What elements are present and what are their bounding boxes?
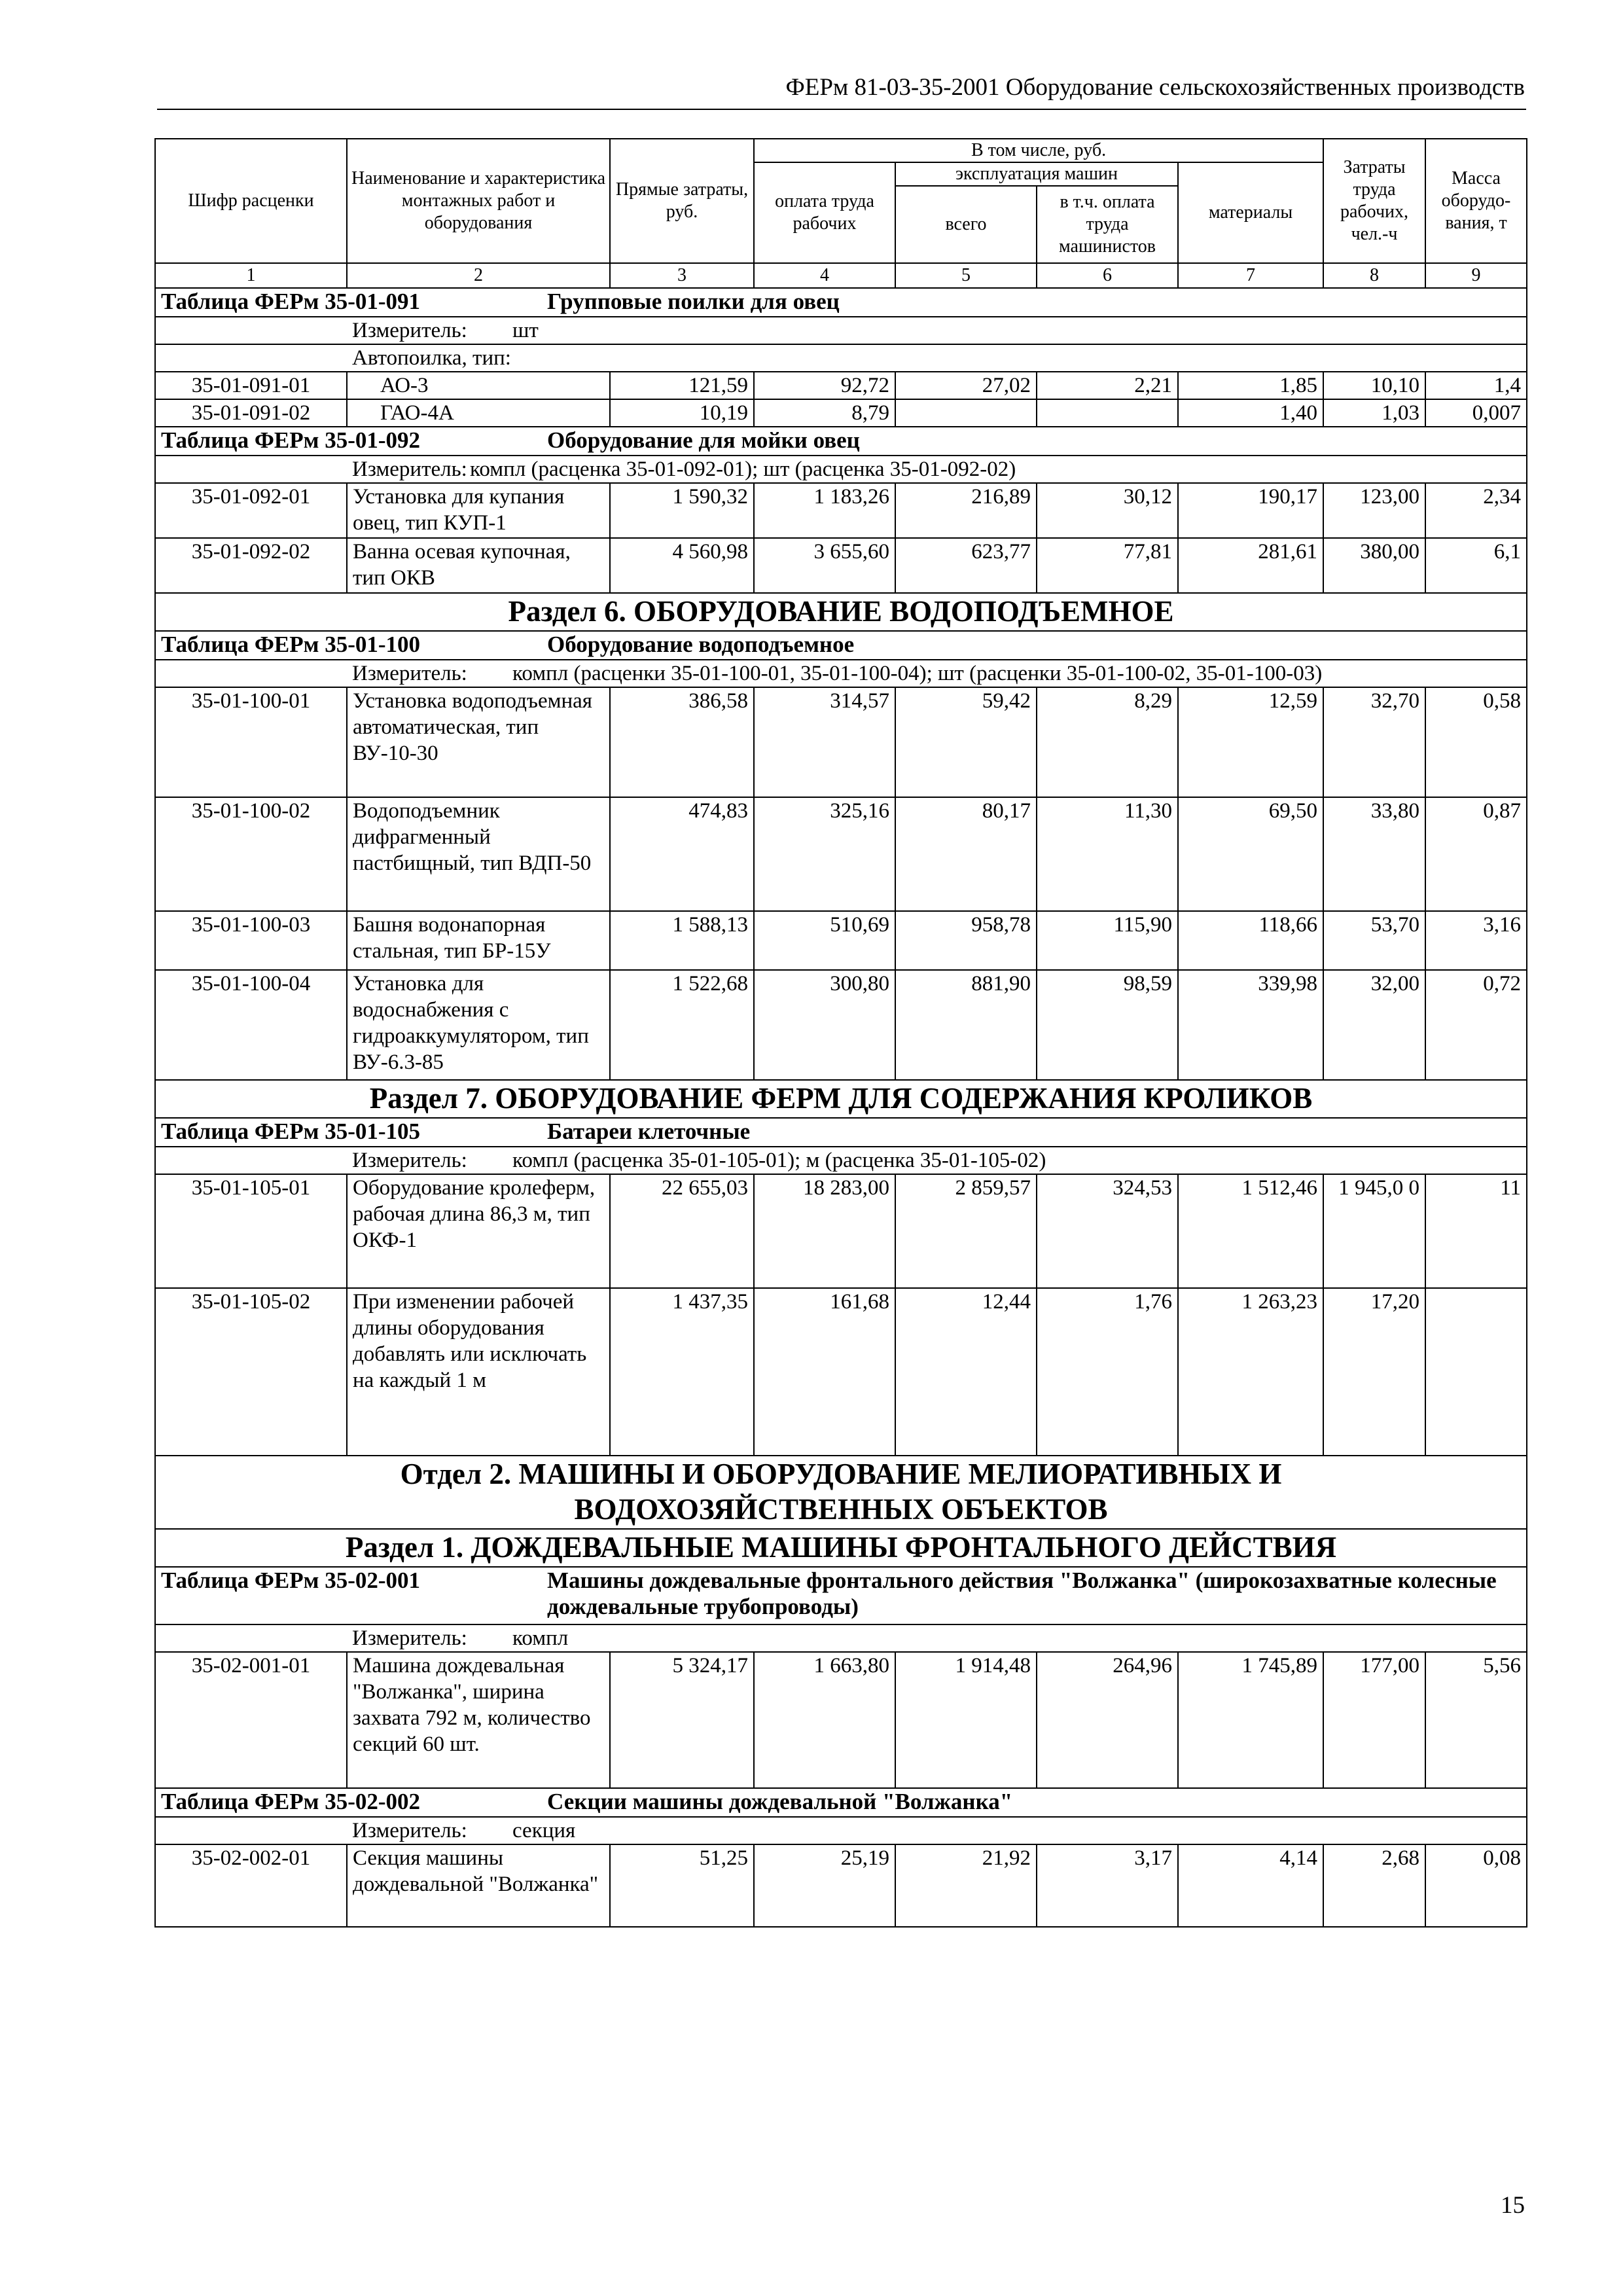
labor-hours: 177,00 <box>1323 1652 1425 1788</box>
rate-code: 35-01-091-01 <box>155 372 347 399</box>
rate-name: При изменении рабочей длины оборудования добавлять или исключать на каждый 1 м <box>347 1288 610 1456</box>
materials: 12,59 <box>1178 687 1323 797</box>
group-label: Автопоилка, тип: <box>155 344 1527 372</box>
table-title: Оборудование для мойки овец <box>547 427 860 453</box>
meter-value: компл (расценки 35-01-100-01, 35-01-100-04); шт (расценки 35-01-100-02, 35-01-100-03) <box>512 662 1323 685</box>
table-row <box>155 797 1527 911</box>
labor-hours: 53,70 <box>1323 911 1425 970</box>
table-row <box>155 538 1527 593</box>
mass: 0,007 <box>1425 399 1527 427</box>
table-heading-105 <box>155 1118 1527 1147</box>
rate-name: Машина дождевальная "Волжанка", ширина захвата 792 м, количество секций 60 шт. <box>347 1652 610 1788</box>
meter-value: компл (расценка 35-01-092-01); шт (расценка 35-01-092-02) <box>470 457 1016 481</box>
table-row <box>155 1652 1527 1788</box>
table-row <box>155 399 1527 427</box>
machine-labor: 115,90 <box>1037 911 1178 970</box>
machine-total: 59,42 <box>895 687 1037 797</box>
labor-pay: 8,79 <box>754 399 895 427</box>
rate-name: Установка для водоснабжения с гидроаккумулятором, тип ВУ-6.3-85 <box>347 970 610 1080</box>
machine-total: 27,02 <box>895 372 1037 399</box>
rate-code: 35-02-002-01 <box>155 1844 347 1927</box>
labor-hours: 1 945,0 0 <box>1323 1174 1425 1288</box>
col-number: 1 <box>155 263 347 288</box>
labor-pay: 25,19 <box>754 1844 895 1927</box>
col-header-materials: материалы <box>1178 162 1323 263</box>
materials: 4,14 <box>1178 1844 1323 1927</box>
table-number: Таблица ФЕРм 35-01-100 <box>161 632 421 657</box>
rate-code: 35-01-091-02 <box>155 399 347 427</box>
col-number: 6 <box>1037 263 1178 288</box>
meter-label: Измеритель: <box>352 457 467 481</box>
table-title: Батареи клеточные <box>547 1119 751 1144</box>
labor-pay: 325,16 <box>754 797 895 911</box>
machine-labor: 8,29 <box>1037 687 1178 797</box>
direct-cost: 10,19 <box>610 399 754 427</box>
materials: 1 512,46 <box>1178 1174 1323 1288</box>
rate-name: Оборудование кролеферм, рабочая длина 86,3 м, тип ОКФ-1 <box>347 1174 610 1288</box>
meter-label: Измеритель: <box>352 1149 467 1172</box>
materials: 1,40 <box>1178 399 1323 427</box>
machine-total: 958,78 <box>895 911 1037 970</box>
direct-cost: 4 560,98 <box>610 538 754 593</box>
meter-row <box>155 660 1527 687</box>
machine-labor: 11,30 <box>1037 797 1178 911</box>
col-header-direct: Прямые затраты, руб. <box>610 139 754 263</box>
meter-row <box>155 317 1527 344</box>
labor-hours: 1,03 <box>1323 399 1425 427</box>
col-header-code: Шифр расценки <box>155 139 347 263</box>
meter-label: Измеритель: <box>352 1819 467 1842</box>
materials: 1 263,23 <box>1178 1288 1323 1456</box>
rate-code: 35-01-100-01 <box>155 687 347 797</box>
direct-cost: 474,83 <box>610 797 754 911</box>
col-number: 3 <box>610 263 754 288</box>
meter-row <box>155 1624 1527 1652</box>
table-row <box>155 483 1527 538</box>
materials: 69,50 <box>1178 797 1323 911</box>
rate-name: АО-3 <box>347 372 610 399</box>
machine-total: 21,92 <box>895 1844 1037 1927</box>
mass: 0,58 <box>1425 687 1527 797</box>
table-row <box>155 372 1527 399</box>
page-header-title: ФЕРм 81-03-35-2001 Оборудование сельскохозяйственных производств <box>785 74 1525 101</box>
meter-row <box>155 1147 1527 1174</box>
meter-label: Измеритель: <box>352 319 467 342</box>
machine-total: 216,89 <box>895 483 1037 538</box>
materials: 1 745,89 <box>1178 1652 1323 1788</box>
labor-hours: 17,20 <box>1323 1288 1425 1456</box>
labor-hours: 123,00 <box>1323 483 1425 538</box>
section-heading-7: Раздел 7. ОБОРУДОВАНИЕ ФЕРМ ДЛЯ СОДЕРЖАНИЯ КРОЛИКОВ <box>155 1080 1527 1118</box>
col-header-name: Наименование и характеристика монтажных работ и оборудования <box>347 139 610 263</box>
col-number: 8 <box>1323 263 1425 288</box>
machine-labor <box>1037 399 1178 427</box>
table-title: Групповые поилки для овец <box>547 289 840 314</box>
table-number: Таблица ФЕРм 35-01-105 <box>161 1119 421 1144</box>
labor-pay: 18 283,00 <box>754 1174 895 1288</box>
labor-hours: 10,10 <box>1323 372 1425 399</box>
rate-code: 35-01-100-02 <box>155 797 347 911</box>
rate-code: 35-01-100-04 <box>155 970 347 1080</box>
mass: 0,72 <box>1425 970 1527 1080</box>
rate-code: 35-01-092-01 <box>155 483 347 538</box>
labor-pay: 3 655,60 <box>754 538 895 593</box>
labor-pay: 300,80 <box>754 970 895 1080</box>
rate-name: Секция машины дождевальной "Волжанка" <box>347 1844 610 1927</box>
rate-code: 35-01-092-02 <box>155 538 347 593</box>
materials: 339,98 <box>1178 970 1323 1080</box>
direct-cost: 1 588,13 <box>610 911 754 970</box>
materials: 118,66 <box>1178 911 1323 970</box>
mass: 2,34 <box>1425 483 1527 538</box>
col-header-machines: эксплуатация машин <box>895 162 1178 186</box>
direct-cost: 1 590,32 <box>610 483 754 538</box>
mass: 0,08 <box>1425 1844 1527 1927</box>
table-title: Оборудование водоподъемное <box>547 632 855 657</box>
labor-hours: 2,68 <box>1323 1844 1425 1927</box>
materials: 1,85 <box>1178 372 1323 399</box>
section-heading-6: Раздел 6. ОБОРУДОВАНИЕ ВОДОПОДЪЕМНОЕ <box>155 593 1527 631</box>
direct-cost: 51,25 <box>610 1844 754 1927</box>
labor-pay: 510,69 <box>754 911 895 970</box>
table-number: Таблица ФЕРм 35-01-091 <box>161 289 421 314</box>
col-header-mach-total: всего <box>895 186 1037 263</box>
col-number: 2 <box>347 263 610 288</box>
machine-labor: 30,12 <box>1037 483 1178 538</box>
machine-total: 12,44 <box>895 1288 1037 1456</box>
machine-total: 881,90 <box>895 970 1037 1080</box>
table-heading-100 <box>155 631 1527 660</box>
labor-pay: 92,72 <box>754 372 895 399</box>
labor-pay: 314,57 <box>754 687 895 797</box>
rate-name: Установка для купания овец, тип КУП-1 <box>347 483 610 538</box>
meter-label: Измеритель: <box>352 1626 467 1650</box>
rate-code: 35-02-001-01 <box>155 1652 347 1788</box>
meter-row <box>155 1817 1527 1844</box>
meter-value: компл <box>512 1626 569 1650</box>
table-number: Таблица ФЕРм 35-02-002 <box>161 1789 421 1814</box>
direct-cost: 1 522,68 <box>610 970 754 1080</box>
machine-labor: 77,81 <box>1037 538 1178 593</box>
machine-total: 1 914,48 <box>895 1652 1037 1788</box>
mass: 5,56 <box>1425 1652 1527 1788</box>
mass: 0,87 <box>1425 797 1527 911</box>
col-number: 4 <box>754 263 895 288</box>
table-row <box>155 1844 1527 1927</box>
rate-code: 35-01-105-02 <box>155 1288 347 1456</box>
col-header-labor-cost: Затраты труда рабочих, чел.-ч <box>1323 139 1425 263</box>
table-title: Секции машины дождевальной "Волжанка" <box>547 1789 1013 1814</box>
meter-label: Измеритель: <box>352 662 467 685</box>
table-heading-091 <box>155 288 1527 317</box>
col-number: 9 <box>1425 263 1527 288</box>
labor-hours: 32,00 <box>1323 970 1425 1080</box>
rates-table <box>154 138 1527 1928</box>
meter-value: шт <box>512 319 539 342</box>
meter-row <box>155 456 1527 483</box>
table-number: Таблица ФЕРм 35-01-092 <box>161 427 421 453</box>
col-header-incl: В том числе, руб. <box>754 139 1323 162</box>
table-title: Машины дождевальные фронтального действия "Волжанка" (широкозахватные колесные дождевальные трубопроводы) <box>547 1568 1497 1619</box>
col-number: 5 <box>895 263 1037 288</box>
machine-labor: 2,21 <box>1037 372 1178 399</box>
col-header-mass: Масса оборудо-вания, т <box>1425 139 1527 263</box>
labor-pay: 1 183,26 <box>754 483 895 538</box>
rate-name: ГАО-4А <box>347 399 610 427</box>
machine-labor: 98,59 <box>1037 970 1178 1080</box>
mass: 3,16 <box>1425 911 1527 970</box>
rate-name: Установка водоподъемная автоматическая, тип ВУ-10-30 <box>347 687 610 797</box>
meter-value: секция <box>512 1819 576 1842</box>
table-number: Таблица ФЕРм 35-02-001 <box>161 1568 421 1593</box>
machine-labor: 1,76 <box>1037 1288 1178 1456</box>
col-number: 7 <box>1178 263 1323 288</box>
labor-hours: 380,00 <box>1323 538 1425 593</box>
table-heading-2002 <box>155 1788 1527 1817</box>
direct-cost: 5 324,17 <box>610 1652 754 1788</box>
table-heading-092 <box>155 427 1527 456</box>
materials: 190,17 <box>1178 483 1323 538</box>
direct-cost: 121,59 <box>610 372 754 399</box>
machine-total: 80,17 <box>895 797 1037 911</box>
table-row <box>155 1288 1527 1456</box>
col-header-mach-labor: в т.ч. оплата труда машинистов <box>1037 186 1178 263</box>
table-row <box>155 1174 1527 1288</box>
machine-labor: 264,96 <box>1037 1652 1178 1788</box>
mass: 6,1 <box>1425 538 1527 593</box>
direct-cost: 22 655,03 <box>610 1174 754 1288</box>
meter-value: компл (расценка 35-01-105-01); м (расценка 35-01-105-02) <box>512 1149 1046 1172</box>
mass: 11 <box>1425 1174 1527 1288</box>
labor-hours: 32,70 <box>1323 687 1425 797</box>
direct-cost: 1 437,35 <box>610 1288 754 1456</box>
mass <box>1425 1288 1527 1456</box>
table-heading-2001 <box>155 1567 1527 1624</box>
table-row <box>155 911 1527 970</box>
mass: 1,4 <box>1425 372 1527 399</box>
labor-pay: 161,68 <box>754 1288 895 1456</box>
machine-total: 623,77 <box>895 538 1037 593</box>
labor-pay: 1 663,80 <box>754 1652 895 1788</box>
rate-code: 35-01-100-03 <box>155 911 347 970</box>
rate-name: Ванна осевая купочная, тип ОКВ <box>347 538 610 593</box>
col-header-labor-pay: оплата труда рабочих <box>754 162 895 263</box>
division-heading-2: Отдел 2. МАШИНЫ И ОБОРУДОВАНИЕ МЕЛИОРАТИВНЫХ И ВОДОХОЗЯЙСТВЕННЫХ ОБЪЕКТОВ <box>155 1456 1527 1529</box>
labor-hours: 33,80 <box>1323 797 1425 911</box>
table-row <box>155 970 1527 1080</box>
materials: 281,61 <box>1178 538 1323 593</box>
machine-labor: 3,17 <box>1037 1844 1178 1927</box>
table-row <box>155 687 1527 797</box>
machine-total <box>895 399 1037 427</box>
rate-name: Башня водонапорная стальная, тип БР-15У <box>347 911 610 970</box>
machine-labor: 324,53 <box>1037 1174 1178 1288</box>
page-number: 15 <box>1501 2192 1525 2219</box>
machine-total: 2 859,57 <box>895 1174 1037 1288</box>
rate-code: 35-01-105-01 <box>155 1174 347 1288</box>
section-heading-1: Раздел 1. ДОЖДЕВАЛЬНЫЕ МАШИНЫ ФРОНТАЛЬНОГО ДЕЙСТВИЯ <box>155 1529 1527 1567</box>
rate-name: Водоподъемник дифрагменный пастбищный, тип ВДП-50 <box>347 797 610 911</box>
header-divider <box>157 109 1526 110</box>
direct-cost: 386,58 <box>610 687 754 797</box>
